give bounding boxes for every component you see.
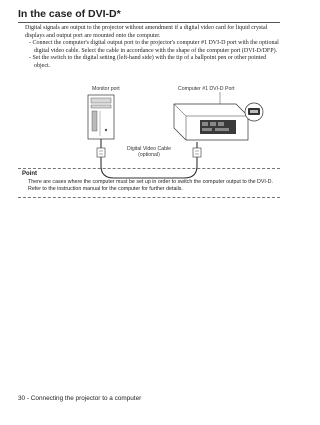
section-body [25, 25, 281, 71]
cable-label-line2: (optional) [138, 152, 160, 158]
dvi-port-zoom-icon [245, 103, 263, 121]
point-note [18, 168, 280, 198]
computer-tower-icon [88, 95, 114, 139]
cable-label-line1: Digital Video Cable [126, 146, 172, 152]
cable-connector-right-icon [193, 148, 201, 157]
point-title: Point [22, 171, 37, 177]
section-heading: In the case of DVI-D* [18, 8, 280, 23]
monitor-port-label: Monitor port [92, 86, 120, 92]
point-text: There are cases where the computer must be set up in order to switch the computer output to the DVI-D. Refer to the instruction manual for the computer for further details. [28, 179, 273, 192]
intro-paragraph: Digital signals are output to the projector without amendment if a digital video card for liquid crystal displays and output port are mounted onto the computer. [25, 25, 268, 39]
bullet-item: - Connect the computer's digital output port to the projector's computer #1 DVI-D port with the optional digital video cable. Select the cable in accordance with the shape of the computer port (DVI-D/DFP). [29, 40, 279, 54]
bullet-item: - Set the switch to the digital setting (left-hand side) with the tip of a ballpoint pen or other pointed object. [29, 55, 267, 69]
projector-icon [174, 104, 248, 140]
cable-connector-left-icon [97, 148, 105, 157]
page-footer: 30 - Connecting the projector to a computer [18, 395, 142, 402]
computer-port-label: Computer #1 DVI-D Port [178, 86, 235, 92]
